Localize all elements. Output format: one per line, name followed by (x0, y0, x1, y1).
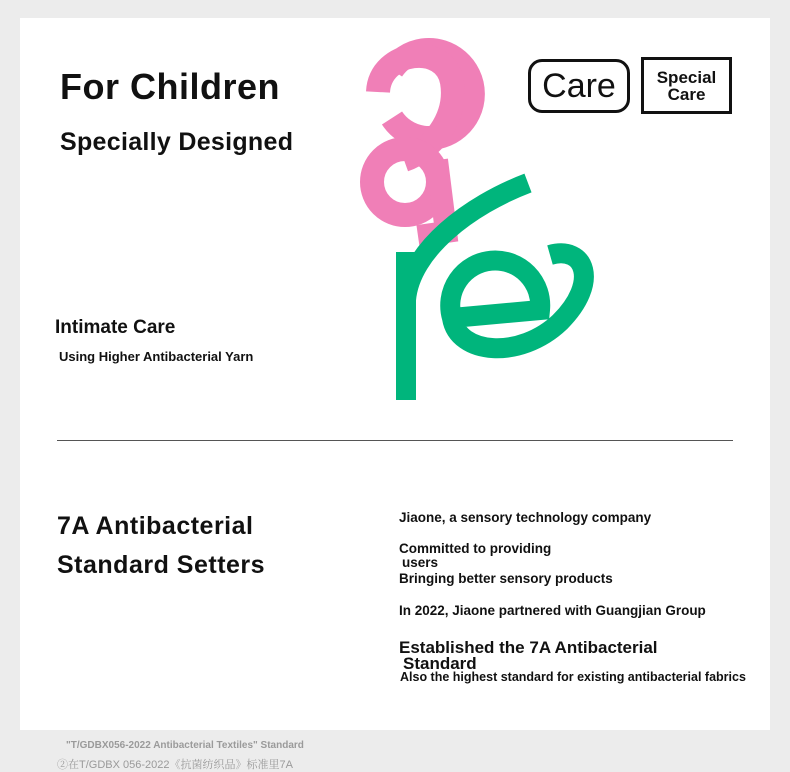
intimate-care-title: Intimate Care (55, 317, 176, 338)
special-care-badge (641, 57, 732, 114)
special-care-line1: Special (656, 67, 717, 87)
detail-line-8: Also the highest standard for existing antibacterial fabrics (400, 670, 746, 684)
standard-title-line2: Standard Setters (57, 551, 266, 579)
page-subtitle: Specially Designed (60, 128, 294, 156)
logo-pink-bowl (372, 149, 438, 215)
detail-line-5: In 2022, Jiaone partnered with Guangjian Group (399, 603, 706, 618)
detail-line-7: Standard (403, 654, 477, 673)
detail-line-1: Jiaone, a sensory technology company (399, 510, 652, 525)
footnote-1: "T/GDBX056-2022 Antibacterial Textiles" Standard (66, 740, 304, 751)
section-divider (57, 440, 733, 441)
footnote-2: ②在T/GDBX 056-2022《抗菌纺织品》标准里7A (57, 759, 293, 771)
page-title: For Children (60, 66, 280, 107)
logo-green-e (450, 253, 584, 348)
detail-line-3: users (402, 555, 439, 570)
care-badge (528, 59, 630, 113)
intimate-care-subtitle: Using Higher Antibacterial Yarn (59, 349, 254, 364)
detail-line-4: Bringing better sensory products (399, 571, 613, 586)
detail-line-6: Established the 7A Antibacterial (399, 638, 658, 657)
detail-line-2: Committed to providing (399, 541, 552, 556)
care-badge-label: Care (542, 66, 616, 105)
standard-title-line1: 7A Antibacterial (57, 512, 254, 540)
special-care-line2: Care (667, 84, 706, 104)
